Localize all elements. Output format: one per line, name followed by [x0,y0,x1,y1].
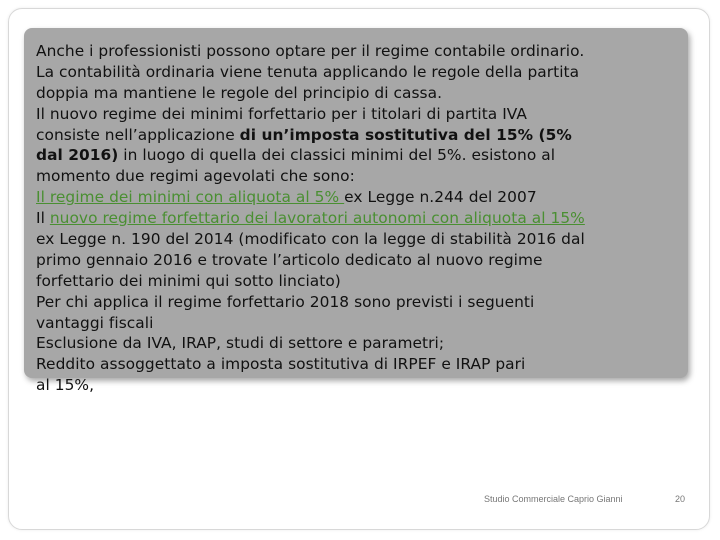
body-text [36,41,696,396]
footer-source: Studio Commerciale Caprio Gianni [484,494,623,504]
text-line: Esclusione da IVA, IRAP, studi di settore e parametri; [36,334,445,353]
text-line: momento due regimi agevolati che sono: [36,167,355,186]
bold-text: dal 2016) [36,146,119,165]
text-line: forfettario dei minimi qui sotto linciato) [36,271,341,290]
link-regime-forfettario[interactable]: nuovo regime forfettario dei lavoratori autonomi con aliquota al 15% [49,209,585,228]
text-line [36,208,696,229]
text-line [36,145,696,166]
text-line: primo gennaio 2016 e trovate l’articolo dedicato al nuovo regime [36,250,543,269]
text-line: Il nuovo regime dei minimi forfettario per i titolari di partita IVA [36,104,527,123]
text-line: ex Legge n. 190 del 2014 (modificato con la legge di stabilità 2016 dal [36,230,585,249]
text-line: vantaggi fiscali [36,313,154,332]
text-segment: in luogo di quella dei classici minimi del 5%. esistono al [118,146,556,165]
link-regime-minimi[interactable]: Il regime dei minimi con aliquota al 5% [36,188,345,207]
text-line: Per chi applica il regime forfettario 2018 sono previsti i seguenti [36,292,535,311]
page-number: 20 [675,494,686,504]
text-line: La contabilità ordinaria viene tenuta applicando le regole della partita [36,62,580,81]
text-segment: ex Legge n.244 del 2007 [344,188,537,207]
text-line: doppia ma mantiene le regole del principio di cassa. [36,83,443,102]
text-segment: Il [36,209,50,228]
text-line: al 15%, [36,376,95,395]
text-line: Reddito assoggettato a imposta sostitutiva di IRPEF e IRAP pari [36,355,526,374]
text-line [36,187,696,208]
bold-text: di un’imposta sostitutiva del 15% (5% [239,125,572,144]
text-line [36,125,696,146]
text-line: Anche i professionisti possono optare per il regime contabile ordinario. [36,42,585,60]
text-segment: consiste nell’applicazione [36,125,240,144]
